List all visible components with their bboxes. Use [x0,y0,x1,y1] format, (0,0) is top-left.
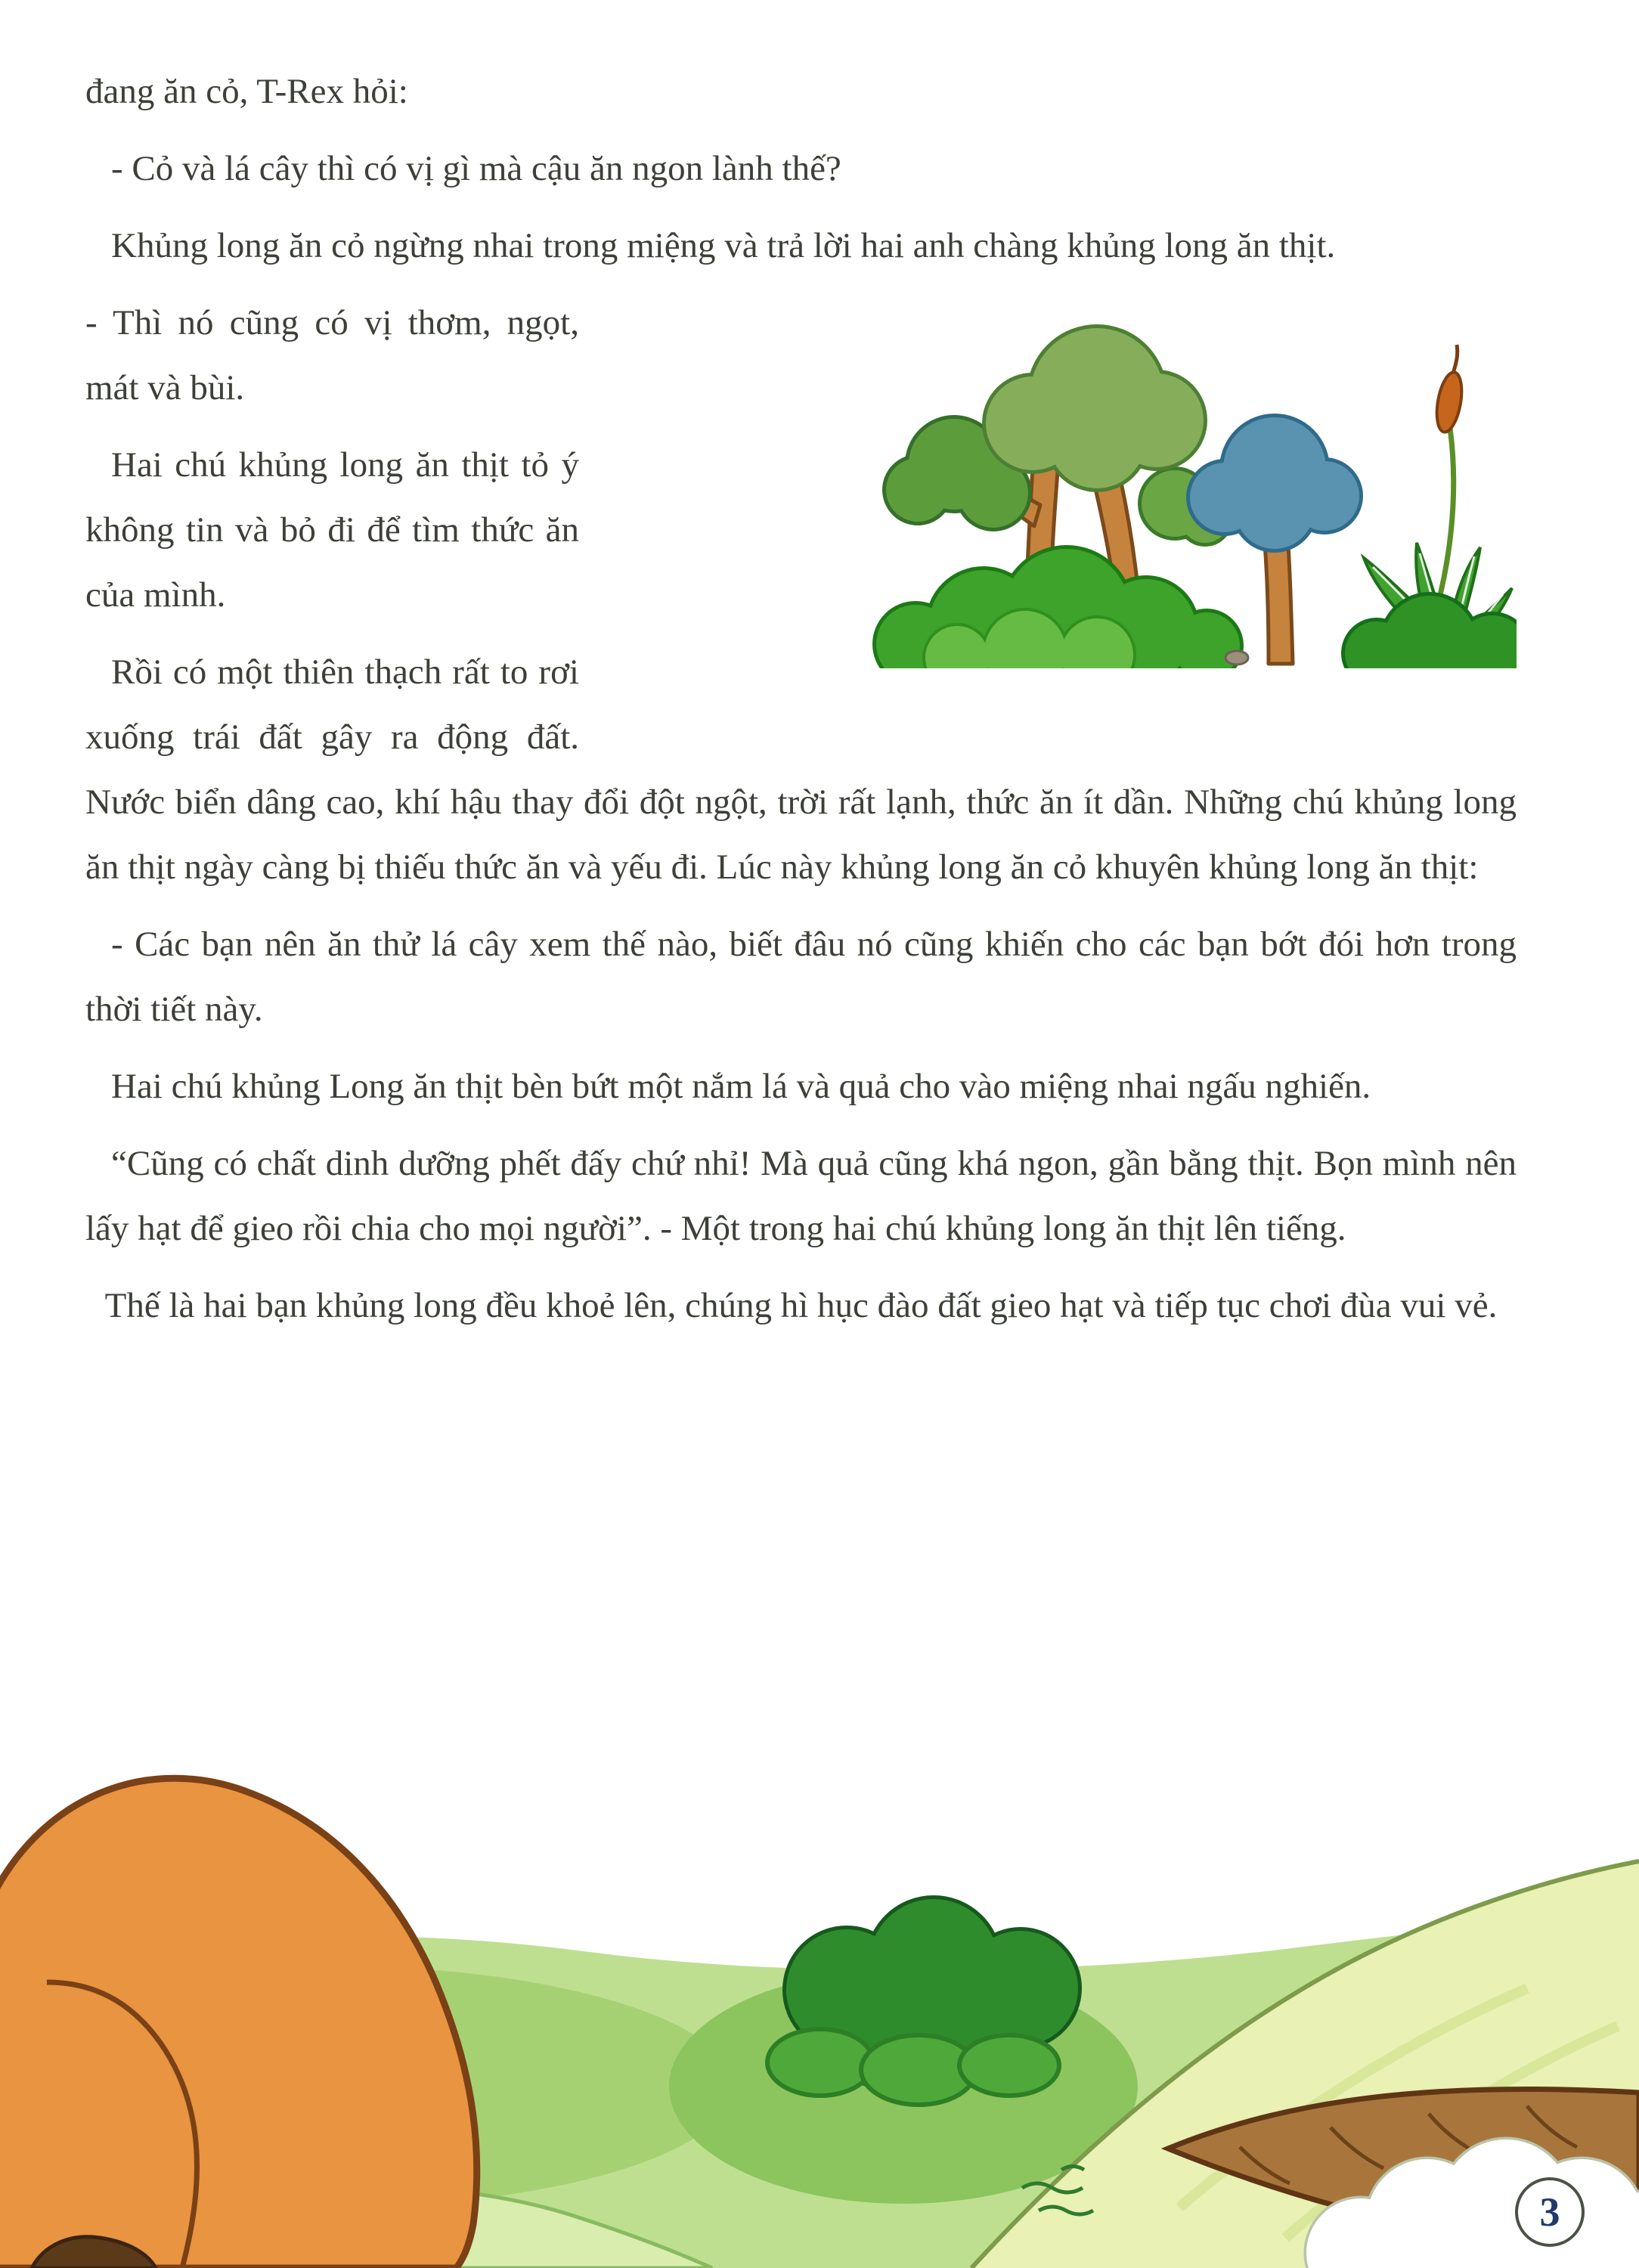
trees-illustration-box [579,290,1517,721]
story-paragraph: Khủng long ăn cỏ ngừng nhai trong miệng và trả lời hai anh chàng khủng long ăn thịt. [111,226,1336,265]
story-paragraph: Rồi có một thiên thạch rất to rơi xuống trái đất gây ra động đất. Nước biển dâng cao, khí hậu thay đổi đột ngột, trời rất lạnh, thức ăn ít dần. Những chú khủng long ăn thịt ngày càng bị thiếu thức ăn và yếu đi. Lúc này khủng long ăn cỏ khuyên khủng long ăn thịt: [85,652,1517,887]
story-paragraph: Hai chú khủng Long ăn thịt bèn bứt một nắm lá và quả cho vào miệng nhai ngấu nghiến. [111,1067,1371,1106]
trees-illustration [844,313,1517,668]
story-text [85,59,1517,1350]
front-mounds [767,2029,1059,2105]
story-paragraph: “Cũng có chất dinh dưỡng phết đấy chứ nhỉ! Mà quả cũng khá ngon, gần bằng thịt. Bọn mình nên lấy hạt để gieo rồi chia cho mọi người”. - Một trong hai chú khủng long ăn thịt lên tiếng. [85,1144,1517,1248]
dinosaur-body [0,1778,477,2268]
ground-bushes [876,549,1248,668]
story-paragraph: - Cỏ và lá cây thì có vị gì mà cậu ăn ngon lành thế? [111,149,841,188]
story-paragraph: - Các bạn nên ăn thử lá cây xem thế nào, biết đâu nó cũng khiến cho các bạn bớt đói hơn trong thời tiết này. [85,925,1517,1029]
story-paragraph: - Thì nó cũng có vị thơm, ngọt, mát và bùi. [85,303,579,407]
story-paragraph: Thế là hai bạn khủng long đều khoẻ lên, chúng hì hục đào đất gieo hạt và tiếp tục chơi đùa vui vẻ. [104,1286,1498,1325]
scene-illustration [0,1724,1639,2268]
story-paragraph: Hai chú khủng long ăn thịt tỏ ý không tin và bỏ đi để tìm thức ăn của mình. [85,445,579,615]
cattail-plant [1345,345,1517,668]
story-paragraph: đang ăn cỏ, T-Rex hỏi: [85,72,408,111]
page-number-badge: 3 [1515,2177,1585,2247]
